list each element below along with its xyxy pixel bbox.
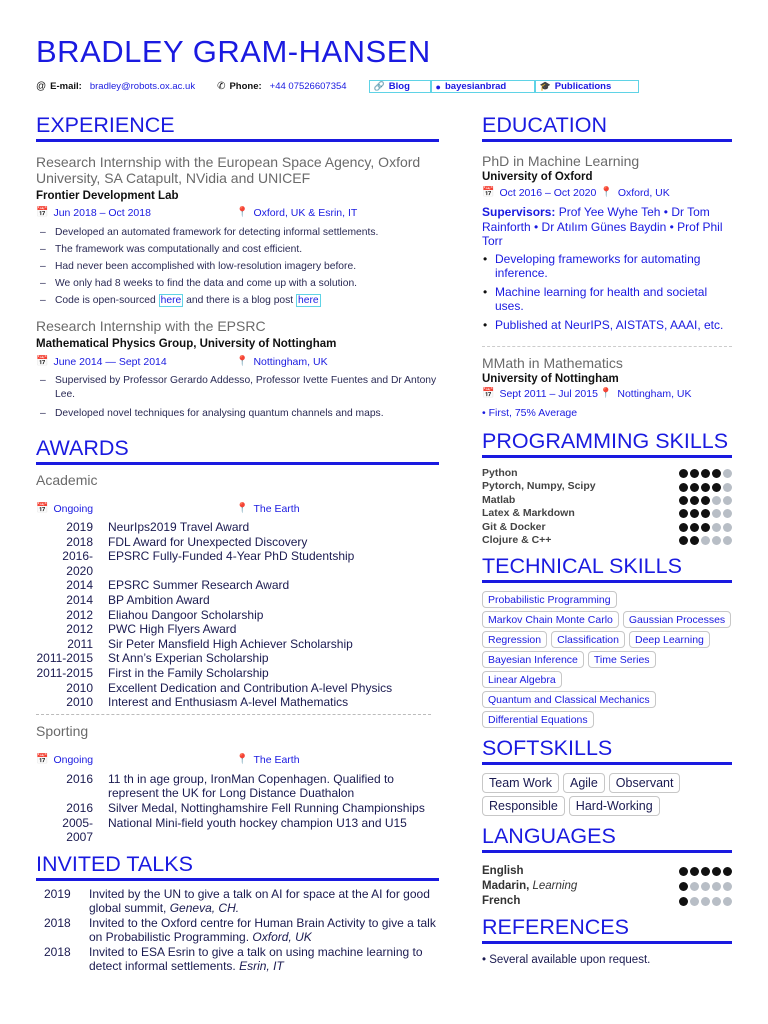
programming-heading: PROGRAMMING SKILLS bbox=[482, 428, 732, 458]
map-marker-icon: 📍 bbox=[236, 356, 249, 367]
entry-meta: 📅 June 2014 — Sept 2014 📍 Nottingham, UK bbox=[36, 356, 328, 368]
divider bbox=[482, 346, 732, 347]
table-row: 2019 NeurIps2019 Travel Award bbox=[66, 520, 250, 534]
filled-dot bbox=[679, 536, 688, 545]
skill-row bbox=[482, 534, 732, 547]
table-row: 2016 Silver Medal, Nottinghamshire Fell Running Championships bbox=[66, 800, 425, 815]
education-bullets bbox=[482, 252, 732, 333]
phone-link[interactable]: +44 07526607354 bbox=[269, 81, 347, 92]
skill-level-dots bbox=[679, 483, 732, 492]
academic-heading: Academic bbox=[36, 472, 98, 488]
link-icon: 🔗 bbox=[373, 81, 385, 91]
at-icon: @ bbox=[36, 81, 47, 92]
skill-tag: Responsible bbox=[482, 796, 565, 816]
education-meta: 📅 Oct 2016 – Oct 2020 📍 Oxford, UK bbox=[482, 187, 670, 199]
skill-name: Clojure & C++ bbox=[482, 534, 552, 547]
map-marker-icon: 📍 bbox=[600, 187, 613, 198]
skill-tag: Differential Equations bbox=[482, 711, 594, 728]
map-marker-icon: 📍 bbox=[236, 207, 249, 218]
graduation-cap-icon: 🎓 bbox=[539, 81, 551, 91]
table-row: 2010 Excellent Dedication and Contribution A-level Physics bbox=[66, 680, 393, 695]
empty-dot bbox=[712, 897, 721, 906]
list-item: – Had never been accomplished with low-resolution imagery before. bbox=[36, 258, 439, 275]
divider bbox=[36, 714, 431, 715]
filled-dot bbox=[701, 496, 710, 505]
calendar-icon: 📅 bbox=[36, 356, 49, 367]
academic-awards-table bbox=[36, 520, 392, 710]
skill-level-dots bbox=[679, 536, 732, 545]
email-link[interactable]: bradley@robots.ox.ac.uk bbox=[89, 81, 196, 92]
empty-dot bbox=[712, 882, 721, 891]
empty-dot bbox=[712, 509, 721, 518]
blog-post-link[interactable]: here bbox=[298, 295, 319, 306]
skill-tag: Time Series bbox=[588, 651, 656, 668]
filled-dot bbox=[690, 469, 699, 478]
sporting-heading: Sporting bbox=[36, 722, 89, 739]
empty-dot bbox=[723, 509, 732, 518]
empty-dot bbox=[690, 897, 699, 906]
filled-dot bbox=[679, 469, 688, 478]
table-row: 2012 Eliahou Dangoor Scholarship bbox=[66, 607, 264, 622]
school-name: University of Nottingham bbox=[482, 373, 619, 385]
list-item: – We only had 8 weeks to find the data and come up with a solution. bbox=[36, 275, 439, 292]
filled-dot bbox=[712, 867, 721, 876]
academic-meta: 📅 Ongoing 📍 The Earth bbox=[36, 503, 300, 515]
filled-dot bbox=[701, 523, 710, 532]
calendar-icon: 📅 bbox=[36, 753, 49, 765]
empty-dot bbox=[712, 496, 721, 505]
table-row: 2016 11 th in age group, IronMan Copenhagen. Qualified to represent the UK for Long Distance Duathalon bbox=[66, 771, 394, 801]
education-note: • First, 75% Average bbox=[482, 407, 578, 419]
school-name: University of Oxford bbox=[482, 171, 593, 183]
softskills-heading: SOFTSKILLS bbox=[482, 735, 732, 765]
calendar-icon: 📅 bbox=[482, 187, 495, 198]
skill-level-dots bbox=[679, 523, 732, 532]
skill-tag: Gaussian Processes bbox=[623, 611, 731, 628]
filled-dot bbox=[690, 523, 699, 532]
empty-dot bbox=[723, 882, 732, 891]
skill-level-dots bbox=[679, 897, 732, 906]
filled-dot bbox=[679, 523, 688, 532]
skill-tag: Probabilistic Programming bbox=[482, 591, 617, 608]
list-item: – Supervised by Professor Gerardo Addesso, Professor Ivette Fuentes and Dr Antony Lee. bbox=[36, 374, 439, 405]
list-item: • Developing frameworks for automating inference. bbox=[482, 252, 732, 281]
table-row: 2012 PWC High Flyers Award bbox=[66, 622, 237, 637]
skill-tag: Quantum and Classical Mechanics bbox=[482, 691, 656, 708]
filled-dot bbox=[690, 496, 699, 505]
filled-dot bbox=[679, 483, 688, 492]
right-column bbox=[482, 112, 732, 966]
experience-heading: EXPERIENCE bbox=[36, 112, 439, 142]
filled-dot bbox=[712, 483, 721, 492]
page-title: BRADLEY GRAM-HANSEN bbox=[36, 34, 431, 69]
skill-row bbox=[482, 480, 732, 493]
github-link[interactable]: ● bayesianbrad bbox=[431, 80, 535, 93]
skill-tag: Hard-Working bbox=[569, 796, 660, 816]
skill-tag: Bayesian Inference bbox=[482, 651, 584, 668]
filled-dot bbox=[701, 509, 710, 518]
skill-row bbox=[482, 494, 732, 507]
skill-name: Matlab bbox=[482, 493, 516, 506]
table-row: 2016-2020 EPSRC Fully-Funded 4-Year PhD Studentship bbox=[62, 549, 355, 578]
calendar-icon: 📅 bbox=[482, 388, 495, 399]
list-item: – Code is open-sourced here and there is a blog post here bbox=[36, 292, 439, 309]
filled-dot bbox=[690, 509, 699, 518]
language-row bbox=[482, 894, 732, 909]
empty-dot bbox=[712, 536, 721, 545]
skill-tag: Team Work bbox=[482, 773, 559, 793]
education-meta: 📅 Sept 2011 – Jul 2015 📍 Nottingham, UK bbox=[482, 388, 692, 400]
empty-dot bbox=[701, 882, 710, 891]
references-heading: REFERENCES bbox=[482, 914, 732, 944]
education-entry-mmath bbox=[482, 355, 732, 419]
languages-heading: LANGUAGES bbox=[482, 823, 732, 853]
experience-entry-epsrc bbox=[36, 318, 439, 422]
technical-heading: TECHNICAL SKILLS bbox=[482, 553, 732, 583]
table-row: 2018 Invited to ESA Esrin to give a talk on using machine learning to detect informal settlements. Esrin, IT bbox=[44, 944, 423, 974]
table-row: 2011-2015 St Ann’s Experian Scholarship bbox=[36, 651, 269, 666]
skill-name: Git & Docker bbox=[482, 520, 546, 533]
skill-tag: Deep Learning bbox=[629, 631, 710, 648]
skill-level-dots bbox=[679, 496, 732, 505]
table-row: 2010 Interest and Enthusiasm A-level Mathematics bbox=[66, 695, 349, 710]
technical-tags bbox=[482, 591, 732, 728]
filled-dot bbox=[701, 469, 710, 478]
map-marker-icon: 📍 bbox=[236, 503, 249, 514]
contact-bar bbox=[36, 80, 639, 93]
table-row: 2005-2007 National Mini-field youth hockey champion U13 and U15 bbox=[62, 815, 407, 845]
degree-title: MMath in Mathematics bbox=[482, 355, 623, 371]
skill-row bbox=[482, 521, 732, 534]
table-row: 2011 Sir Peter Mansfield High Achiever Scholarship bbox=[67, 636, 353, 651]
code-link[interactable]: here bbox=[160, 295, 182, 306]
language-name: French bbox=[482, 895, 521, 908]
calendar-icon: 📅 bbox=[36, 207, 49, 218]
entry-title: Research Internship with the European Space Agency, Oxford University, SA Catapult, NVidia and UNICEF bbox=[36, 154, 421, 186]
table-row: 2019 Invited by the UN to give a talk on AI for space at the AI for good global summit, Geneva, CH. bbox=[44, 886, 430, 916]
table-row: 2011-2015 First in the Family Scholarship bbox=[36, 665, 269, 680]
filled-dot bbox=[723, 867, 732, 876]
filled-dot bbox=[679, 496, 688, 505]
table-row: 2014 EPSRC Summer Research Award bbox=[66, 578, 290, 593]
skill-tag: Observant bbox=[609, 773, 681, 793]
awards-heading: AWARDS bbox=[36, 435, 439, 465]
list-item: – The framework was computationally and cost efficient. bbox=[36, 241, 439, 258]
filled-dot bbox=[690, 867, 699, 876]
publications-link[interactable]: 🎓 Publications bbox=[535, 80, 639, 93]
skill-tag: Regression bbox=[482, 631, 547, 648]
list-item: – Developed novel techniques for analysing quantum channels and maps. bbox=[36, 405, 439, 422]
empty-dot bbox=[723, 536, 732, 545]
entry-meta: 📅 Jun 2018 – Oct 2018 📍 Oxford, UK & Esrin, IT bbox=[36, 207, 358, 219]
language-name: English bbox=[482, 865, 524, 878]
table-row: 2018 FDL Award for Unexpected Discovery bbox=[66, 534, 308, 549]
skill-row bbox=[482, 467, 732, 480]
map-marker-icon: 📍 bbox=[599, 388, 613, 399]
filled-dot bbox=[679, 867, 688, 876]
list-item: • Machine learning for health and societal uses. bbox=[482, 285, 732, 314]
empty-dot bbox=[723, 496, 732, 505]
skill-name: Latex & Markdown bbox=[482, 507, 575, 520]
empty-dot bbox=[712, 523, 721, 532]
skill-name: Python bbox=[482, 467, 518, 479]
education-entry-phd bbox=[482, 153, 732, 332]
skill-tag: Linear Algebra bbox=[482, 671, 562, 688]
table-row: 2018 Invited to the Oxford centre for Human Brain Activity to give a talk on Probabilistic Programming. Oxford, UK bbox=[44, 915, 436, 945]
entry-org: Mathematical Physics Group, University of Nottingham bbox=[36, 338, 337, 350]
degree-title: PhD in Machine Learning bbox=[482, 153, 640, 169]
empty-dot bbox=[723, 469, 732, 478]
phone-label: Phone: bbox=[229, 81, 262, 92]
empty-dot bbox=[723, 897, 732, 906]
blog-link[interactable]: 🔗 Blog bbox=[369, 80, 431, 93]
table-row: 2014 BP Ambition Award bbox=[66, 592, 210, 607]
programming-skills-list bbox=[482, 467, 732, 547]
entry-org: Frontier Development Lab bbox=[36, 190, 179, 202]
filled-dot bbox=[712, 469, 721, 478]
email-label: E-mail: bbox=[50, 81, 82, 92]
list-item: – Developed an automated framework for detecting informal settlements. bbox=[36, 224, 439, 241]
skill-level-dots bbox=[679, 867, 732, 876]
phone-icon: ✆ bbox=[217, 81, 226, 92]
language-row bbox=[482, 864, 732, 879]
filled-dot bbox=[701, 867, 710, 876]
talks-table bbox=[36, 887, 439, 974]
languages-list bbox=[482, 864, 732, 909]
map-marker-icon: 📍 bbox=[236, 753, 249, 765]
filled-dot bbox=[690, 483, 699, 492]
list-item: • Published at NeurIPS, AISTATS, AAAI, etc. bbox=[482, 318, 732, 333]
empty-dot bbox=[690, 882, 699, 891]
filled-dot bbox=[679, 882, 688, 891]
filled-dot bbox=[679, 897, 688, 906]
empty-dot bbox=[701, 536, 710, 545]
skill-name: Pytorch, Numpy, Scipy bbox=[482, 480, 596, 493]
talks-heading: INVITED TALKS bbox=[36, 851, 439, 881]
entry-title: Research Internship with the EPSRC bbox=[36, 318, 266, 334]
skill-level-dots bbox=[679, 882, 732, 891]
calendar-icon: 📅 bbox=[36, 503, 49, 514]
education-heading: EDUCATION bbox=[482, 112, 732, 142]
filled-dot bbox=[690, 536, 699, 545]
filled-dot bbox=[701, 483, 710, 492]
experience-entry-esa bbox=[36, 154, 439, 309]
skill-level-dots bbox=[679, 469, 732, 478]
sporting-awards-table bbox=[36, 772, 439, 845]
sporting-meta: 📅 Ongoing 📍 The Earth bbox=[36, 753, 300, 766]
left-column bbox=[36, 112, 439, 974]
references-text: • Several available upon request. bbox=[482, 954, 651, 967]
skill-row bbox=[482, 507, 732, 520]
entry-bullets bbox=[36, 224, 439, 309]
supervisors: Supervisors: Prof Yee Wyhe Teh • Dr Tom Rainforth • Dr Atılım Günes Baydin • Prof Phil Torr bbox=[482, 205, 723, 248]
empty-dot bbox=[723, 483, 732, 492]
skill-level-dots bbox=[679, 509, 732, 518]
skill-tag: Classification bbox=[551, 631, 625, 648]
softskills-tags bbox=[482, 773, 732, 816]
empty-dot bbox=[723, 523, 732, 532]
filled-dot bbox=[679, 509, 688, 518]
language-row bbox=[482, 879, 732, 894]
github-icon: ● bbox=[435, 81, 441, 92]
skill-tag: Markov Chain Monte Carlo bbox=[482, 611, 619, 628]
entry-bullets bbox=[36, 374, 439, 422]
skill-tag: Agile bbox=[563, 773, 605, 793]
empty-dot bbox=[701, 897, 710, 906]
language-name: Madarin, Learning bbox=[482, 880, 578, 893]
